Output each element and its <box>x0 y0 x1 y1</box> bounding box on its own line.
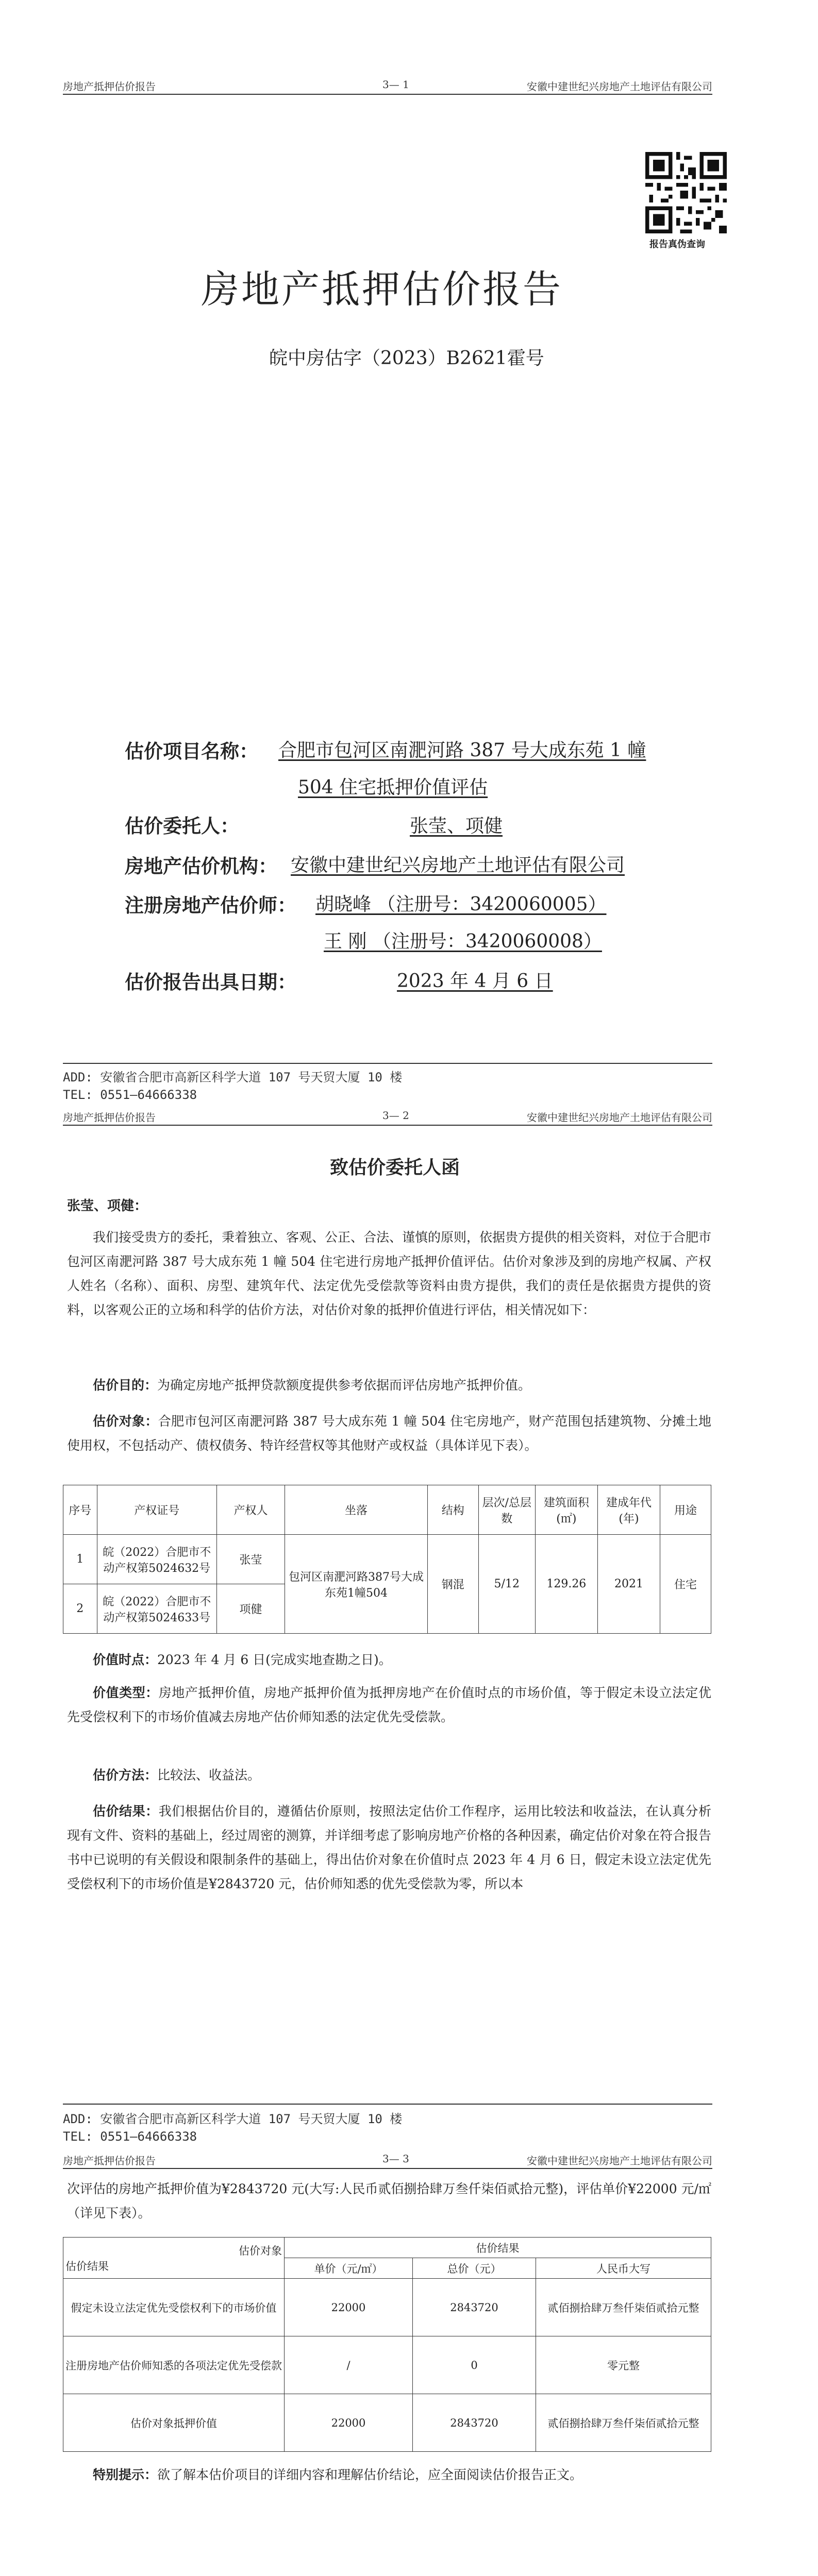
header-right: 安徽中建世纪兴房地产土地评估有限公司 <box>527 2155 712 2167</box>
row-area: 129.26 <box>535 1535 597 1634</box>
row-seq: 1 <box>63 1535 97 1584</box>
report-title: 房地产抵押估价报告 <box>201 267 563 312</box>
footer-divider <box>63 2104 712 2105</box>
footer-address: ADD: 安徽省合肥市高新区科学大道 107 号天贸大厦 10 楼 <box>63 1070 403 1084</box>
header-divider <box>63 2168 712 2169</box>
rt-group: 估价结果 <box>285 2238 711 2258</box>
project-value-1: 合肥市包河区南淝河路 387 号大成东苑 1 幢 <box>278 740 646 761</box>
letter-salutation: 张莹、项健： <box>67 1198 148 1214</box>
value-date-text: 2023 年 4 月 6 日(完成实地查勘之日)。 <box>157 1652 392 1667</box>
rt-h-unit: 单价（元/㎡） <box>285 2258 413 2279</box>
notice-text: 欲了解本估价项目的详细内容和理解估价结论，应全面阅读估价报告正文。 <box>157 2467 583 2482</box>
rt-row-rmb: 零元整 <box>536 2336 711 2394</box>
rt-row-rmb: 贰佰捌拾肆万叁仟柒佰贰拾元整 <box>536 2279 711 2336</box>
th-floor: 层次/总层数 <box>478 1485 535 1535</box>
rt-row-total: 2843720 <box>413 2394 536 2452</box>
date-value: 2023 年 4 月 6 日 <box>397 971 553 992</box>
value-date-label: 价值时点： <box>93 1652 158 1667</box>
result-text: 我们根据估价目的，遵循估价原则，按照法定估价工作程序，运用比较法和收益法，在认真分析现有文件、资料的基础上，经过周密的测算，并详细考虑了影响房地产价格的各种因素，确定估价对象在符合报告书中已说明的有关假设和限制条件的基础上，得出估价对象在价值时点 2023 年 4 月 6 日，假定未设立法定优先受偿权利下的市场价值是¥2843720 元，估价师知悉的优先受偿款为零，所以本 <box>67 1804 712 1891</box>
rt-row-unit: 22000 <box>285 2279 413 2336</box>
appraiser-label: 注册房地产估价师： <box>125 894 296 917</box>
qr-code[interactable] <box>645 152 727 233</box>
header-page: 3— 3 <box>382 2153 409 2165</box>
notice-label: 特别提示： <box>93 2467 158 2482</box>
rt-row-unit: / <box>285 2336 413 2394</box>
report-number: 皖中房估字（2023）B2621霍号 <box>269 348 544 369</box>
project-value-2: 504 住宅抵押价值评估 <box>298 777 488 798</box>
rt-h-rmb: 人民币大写 <box>536 2258 711 2279</box>
appraiser-1: 胡晓峰 （注册号：3420060005） <box>315 894 607 915</box>
object-text: 合肥市包河区南淝河路 387 号大成东苑 1 幢 504 住宅房地产，财产范围包括建筑物、分摊土地使用权，不包括动产、债权债务、特许经营权等其他财产或权益（具体详见下表）。 <box>67 1414 711 1453</box>
agency-label: 房地产估价机构： <box>125 855 277 877</box>
row-location: 包河区南淝河路387号大成东苑1幢504 <box>285 1535 428 1634</box>
rt-row-unit: 22000 <box>285 2394 413 2452</box>
th-cert: 产权证号 <box>97 1485 216 1535</box>
client-value: 张莹、项健 <box>410 816 503 837</box>
row-structure: 钢混 <box>427 1535 478 1634</box>
method-text: 比较法、收益法。 <box>157 1768 261 1783</box>
result-table <box>63 2237 711 2452</box>
agency-value: 安徽中建世纪兴房地产土地评估有限公司 <box>291 855 625 876</box>
date-label: 估价报告出具日期： <box>125 971 296 993</box>
rt-row-rmb: 贰佰捌拾肆万叁仟柒佰贰拾元整 <box>536 2394 711 2452</box>
header-page: 3— 1 <box>382 78 409 91</box>
row-floor: 5/12 <box>478 1535 535 1634</box>
rt-col2: 估价对象 <box>239 2244 282 2257</box>
rt-h-total: 总价（元） <box>413 2258 536 2279</box>
header-page: 3— 2 <box>382 1109 409 1122</box>
rt-col1: 估价结果 <box>65 2260 109 2273</box>
rt-row-label: 注册房地产估价师知悉的各项法定优先受偿款 <box>63 2336 285 2394</box>
appraiser-2: 王 刚 （注册号：3420060008） <box>324 931 602 952</box>
header-left: 房地产抵押估价报告 <box>63 1111 156 1124</box>
footer-address: ADD: 安徽省合肥市高新区科学大道 107 号天贸大厦 10 楼 <box>63 2112 403 2126</box>
th-year: 建成年代(年) <box>597 1485 660 1535</box>
letter-paragraph-1: 我们接受贵方的委托，秉着独立、客观、公正、合法、谨慎的原则，依据贵方提供的相关资料，对位于合肥市包河区南淝河路 387 号大成东苑 1 幢 504 住宅进行房地产抵押价值评估。估价对象涉及到的房地产权属、产权人姓名（名称）、面积、房型、建筑年代、法定优先受偿款等资料由贵方提供，我们的责任是依据贵方提供的资料，以客观公正的立场和科学的估价方法，对估价对象的抵押价值进行评估，相关情况如下： <box>67 1230 712 1317</box>
letter-title: 致估价委托人函 <box>330 1157 460 1178</box>
result-continued: 次评估的房地产抵押价值为¥2843720 元(大写:人民币贰佰捌拾肆万叁仟柒佰贰拾元整)，评估单价¥22000 元/㎡（详见下表）。 <box>67 2181 711 2221</box>
header-left: 房地产抵押估价报告 <box>63 80 156 93</box>
row-seq: 2 <box>63 1584 97 1634</box>
row-year: 2021 <box>597 1535 660 1634</box>
footer-tel: TEL: 0551—64666338 <box>63 2129 197 2144</box>
value-type-text: 房地产抵押价值，房地产抵押价值为抵押房地产在价值时点的市场价值，等于假定未设立法定优先受偿权利下的市场价值减去房地产估价师知悉的法定优先受偿款。 <box>67 1685 711 1724</box>
rt-row-total: 0 <box>413 2336 536 2394</box>
footer-divider <box>63 1063 712 1064</box>
row-owner: 项健 <box>216 1584 285 1634</box>
th-use: 用途 <box>660 1485 711 1535</box>
rt-row-total: 2843720 <box>413 2279 536 2336</box>
th-area: 建筑面积(㎡) <box>535 1485 597 1535</box>
method-label: 估价方法： <box>93 1768 158 1783</box>
row-use: 住宅 <box>660 1535 711 1634</box>
row-owner: 张莹 <box>216 1535 285 1584</box>
row-cert: 皖（2022）合肥市不动产权第5024633号 <box>97 1584 216 1634</box>
th-structure: 结构 <box>427 1485 478 1535</box>
result-label: 估价结果： <box>93 1804 159 1819</box>
rt-row-label: 假定未设立法定优先受偿权利下的市场价值 <box>63 2279 285 2336</box>
qr-caption: 报告真伪查询 <box>649 239 705 250</box>
header-divider <box>63 94 712 95</box>
rt-header-item <box>63 2238 285 2279</box>
object-label: 估价对象： <box>93 1414 158 1429</box>
row-cert: 皖（2022）合肥市不动产权第5024632号 <box>97 1535 216 1584</box>
header-left: 房地产抵押估价报告 <box>63 2155 156 2167</box>
header-divider <box>63 1125 712 1126</box>
project-label: 估价项目名称： <box>125 740 258 762</box>
th-seq: 序号 <box>63 1485 97 1535</box>
purpose-label: 估价目的： <box>93 1378 158 1393</box>
header-right: 安徽中建世纪兴房地产土地评估有限公司 <box>527 1111 712 1124</box>
value-type-label: 价值类型： <box>93 1685 159 1700</box>
client-label: 估价委托人： <box>125 815 239 837</box>
rt-row-label: 估价对象抵押价值 <box>63 2394 285 2452</box>
footer-tel: TEL: 0551—64666338 <box>63 1088 197 1102</box>
header-right: 安徽中建世纪兴房地产土地评估有限公司 <box>527 80 712 93</box>
th-location: 坐落 <box>285 1485 428 1535</box>
th-owner: 产权人 <box>216 1485 285 1535</box>
property-table <box>63 1485 711 1634</box>
purpose-text: 为确定房地产抵押贷款额度提供参考依据而评估房地产抵押价值。 <box>157 1378 531 1393</box>
